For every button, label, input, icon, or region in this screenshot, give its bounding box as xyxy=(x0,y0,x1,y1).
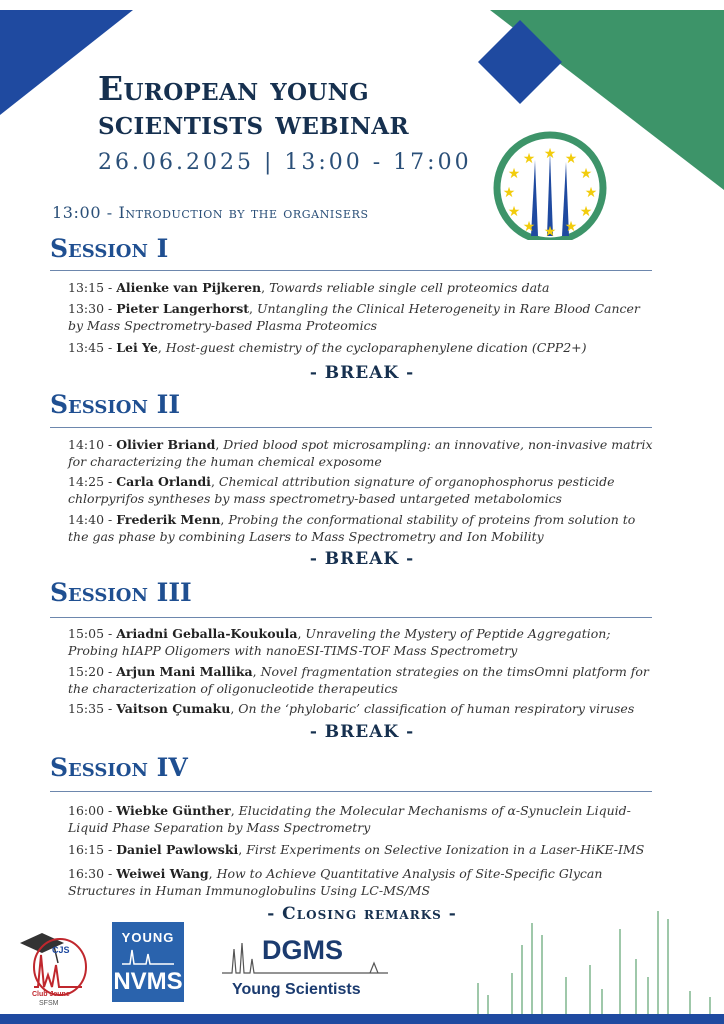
club-jeune-logo xyxy=(12,915,92,1010)
event-datetime: 26.06.2025 | 13:00 - 17:00 xyxy=(98,150,472,175)
svg-text:★: ★ xyxy=(564,151,578,167)
svg-text:★: ★ xyxy=(543,224,557,240)
talk-item: 13:15 - Alienke van Pijkeren, Towards reliable single cell proteomics data xyxy=(68,280,550,295)
title-line-1: European young xyxy=(98,69,369,108)
talk-item: 16:30 - Weiwei Wang, How to Achieve Quantitative Analysis of Site-Specific Glycan Structures in Human Immunoglobulins Using LC-MS/MS xyxy=(68,866,603,898)
nvms-bottom-text: NVMS xyxy=(113,968,183,995)
intro-line: 13:00 - Introduction by the organisers xyxy=(52,203,369,222)
bottom-bar xyxy=(0,1014,724,1024)
break-label: - BREAK - xyxy=(309,722,415,742)
svg-text:★: ★ xyxy=(502,185,516,201)
talk-item: 16:15 - Daniel Pawlowski, First Experiments on Selective Ionization in a Laser-HiKE-IMS xyxy=(68,842,645,857)
svg-text:★: ★ xyxy=(579,166,593,182)
session-1-divider xyxy=(50,270,652,271)
talk-item: 13:45 - Lei Ye, Host-guest chemistry of the cycloparaphenylene dication (CPP2+) xyxy=(68,340,587,355)
svg-text:★: ★ xyxy=(507,166,521,182)
session-3-heading: Session III xyxy=(50,578,192,607)
cjs-subtitle-2: SFSM xyxy=(39,1000,59,1007)
talk-item: 15:35 - Vaitson Çumaku, On the ‘phylobaric’ classification of human respiratory viruses xyxy=(68,701,635,716)
svg-text:★: ★ xyxy=(522,219,536,235)
dgms-subtitle: Young Scientists xyxy=(232,981,361,998)
svg-text:★: ★ xyxy=(564,219,578,235)
dgms-logo xyxy=(220,935,390,1005)
page-title xyxy=(98,69,518,142)
cjs-letters: CJS xyxy=(52,945,70,955)
title-line-2: scientists webinar xyxy=(98,103,409,142)
svg-text:★: ★ xyxy=(507,204,521,220)
eu-emblem xyxy=(497,135,603,240)
talk-item: 14:25 - Carla Orlandi, Chemical attribution signature of organophosphorus pesticide chlorpyrifos syntheses by mass spectrometry-based untargeted metabolomics xyxy=(68,474,615,506)
talk-item: 16:00 - Wiebke Günther, Elucidating the Molecular Mechanisms of α-Synuclein Liquid-Liquid Phase Separation by Mass Spectrometry xyxy=(68,803,631,835)
svg-text:★: ★ xyxy=(584,185,598,201)
nvms-spectrum-icon xyxy=(120,948,176,966)
closing-remarks: - Closing remarks - xyxy=(267,904,457,924)
session-2-divider xyxy=(50,427,652,428)
break-label: - BREAK - xyxy=(309,363,415,383)
talk-item: 15:20 - Arjun Mani Mallika, Novel fragmentation strategies on the timsOmni platform for the characterization of oligonucleotide therapeutics xyxy=(68,664,649,696)
session-4-divider xyxy=(50,791,652,792)
nvms-top-text: YOUNG xyxy=(121,930,175,945)
talk-item: 14:10 - Olivier Briand, Dried blood spot microsampling: an innovative, non-invasive matrix for characterizing the human chemical exposome xyxy=(68,437,653,469)
spectrum-decoration xyxy=(470,905,724,1015)
svg-text:★: ★ xyxy=(543,146,557,162)
session-4-heading: Session IV xyxy=(50,753,188,782)
session-1-heading: Session I xyxy=(50,234,169,263)
young-nvms-logo xyxy=(112,922,184,1002)
talk-item: 15:05 - Ariadni Geballa-Koukoula, Unraveling the Mystery of Peptide Aggregation; Probing hIAPP Oligomers with nanoESI-TIMS-TOF Mass Spectrometry xyxy=(68,626,611,658)
session-3-divider xyxy=(50,617,652,618)
svg-text:★: ★ xyxy=(522,151,536,167)
svg-text:★: ★ xyxy=(579,204,593,220)
dgms-title: DGMS xyxy=(262,935,343,965)
talk-item: 13:30 - Pieter Langerhorst, Untangling the Clinical Heterogeneity in Rare Blood Cancer by Mass Spectrometry-based Plasma Proteomics xyxy=(68,301,640,333)
cjs-subtitle-1: Club Jeune xyxy=(32,991,70,998)
session-2-heading: Session II xyxy=(50,390,181,419)
break-label: - BREAK - xyxy=(309,549,415,569)
talk-item: 14:40 - Frederik Menn, Probing the conformational stability of proteins from solution to the gas phase by combining Lasers to Mass Spectrometry and Ion Mobility xyxy=(68,512,636,544)
